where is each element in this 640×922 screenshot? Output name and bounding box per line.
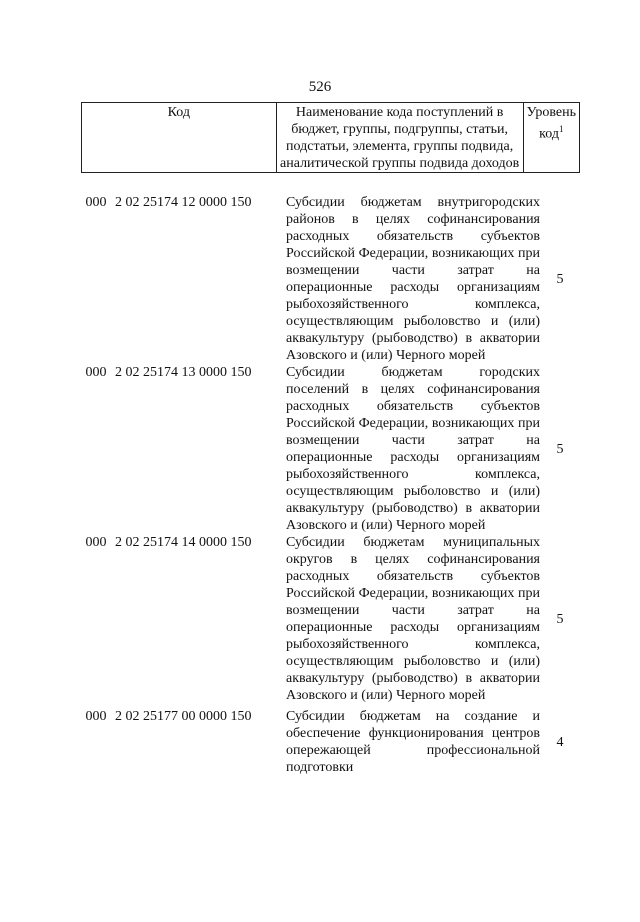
admin-code: 000 (85, 709, 107, 724)
code-level: 5 (556, 271, 564, 287)
header-name: Наименование кода поступлений в бюджет, группы, подгруппы, статьи, подстатьи, элемента, группы подвида, аналитической группы подвида доходов (276, 103, 523, 173)
budget-code: 2 02 25174 13 0000 150 (115, 365, 252, 380)
code-description: Субсидии бюджетам муниципальных округов в целях софинансирования расходных обязательств субъектов Российской Федерации, возникающих при возмещении части затрат на операционные расходы организациям рыбохозяйственного комплекса, осуществляющим рыболовство и (или) аквакультуру (рыбоводство) в акватории Азовского и (или) Черного морей (286, 535, 540, 703)
admin-code: 000 (85, 195, 107, 210)
budget-code: 2 02 25174 14 0000 150 (115, 535, 252, 550)
table-row (81, 364, 580, 534)
column-header-table (81, 102, 580, 173)
code-description: Субсидии бюджетам на создание и обеспечение функционирования центров опережающей профессиональной подготовки (286, 709, 540, 775)
admin-code: 000 (85, 365, 107, 380)
budget-code: 2 02 25177 00 0000 150 (115, 709, 252, 724)
code-description: Субсидии бюджетам городских поселений в целях софинансирования расходных обязательств субъектов Российской Федерации, возникающих при возмещении части затрат на операционные расходы организациям рыбохозяйственного комплекса, осуществляющим рыболовство и (или) аквакультуру (рыбоводство) в акватории Азовского и (или) Черного морей (286, 365, 540, 533)
page-number: 526 (308, 79, 332, 95)
table-row (81, 534, 580, 704)
code-list (81, 194, 580, 776)
header-level-label: Уровень код (526, 105, 576, 142)
budget-code: 2 02 25174 12 0000 150 (115, 195, 252, 210)
table-row (81, 194, 580, 364)
code-level: 5 (556, 441, 564, 457)
code-level: 4 (556, 734, 564, 750)
header-level-footnote: 1 (558, 124, 564, 134)
admin-code: 000 (85, 535, 107, 550)
table-row (81, 708, 580, 776)
header-level (523, 103, 579, 173)
header-code: Код (82, 103, 277, 173)
code-description: Субсидии бюджетам внутригородских районов в целях софинансирования расходных обязательств субъектов Российской Федерации, возникающих при возмещении части затрат на операционные расходы организациям рыбохозяйственного комплекса, осуществляющим рыболовство и (или) аквакультуру (рыбоводство) в акватории Азовского и (или) Черного морей (286, 195, 540, 363)
code-level: 5 (556, 611, 564, 627)
